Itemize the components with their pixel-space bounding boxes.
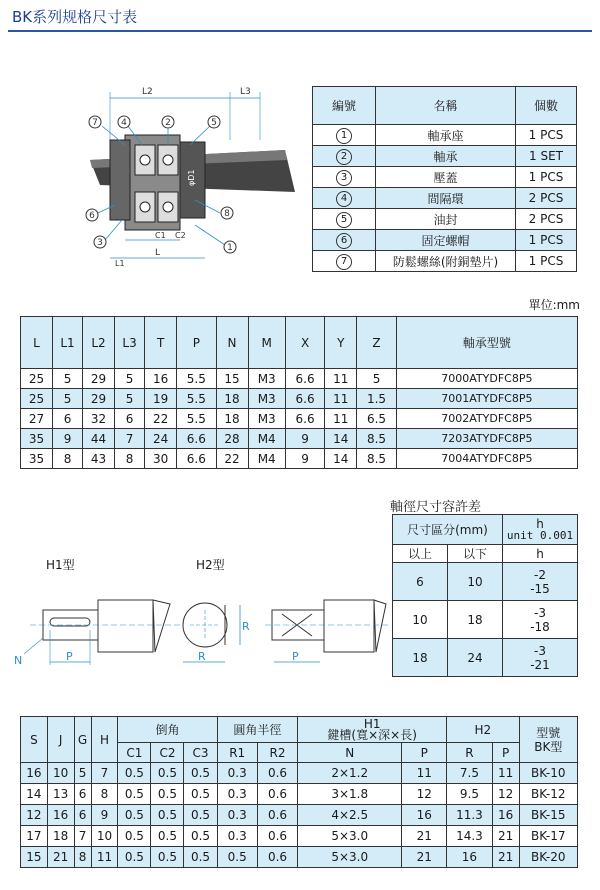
dim-cell: 29 [83,389,115,409]
dim-cell: 7203ATYDFC8P5 [396,429,577,449]
parts-qty: 1 PCS [516,125,577,146]
col-g: G [74,717,91,763]
h2-dim-r-bottom: R [198,650,206,663]
shaft-cell: 6 [74,784,91,805]
dim-cell: 22 [216,449,248,469]
h1-dim-p: P [66,650,73,663]
parts-name: 壓蓋 [376,167,516,188]
dim-cell: 6.6 [285,409,324,429]
shaft-cell: 16 [447,847,493,868]
dim-cell: M3 [248,369,285,389]
dim-header: 軸承型號 [396,317,577,369]
dim-cell: 8.5 [357,429,396,449]
dim-cell: 5.5 [177,369,216,389]
dim-cell: 7 [115,429,145,449]
h2-dim-r: R [242,620,250,633]
tol-above-val: 6 [393,563,448,601]
col-r2: R2 [257,743,297,763]
shaft-type-drawings [10,590,390,680]
shaft-row [21,763,578,784]
dim-header: X [285,317,324,369]
dim-cell: 14 [325,429,357,449]
parts-qty: 1 PCS [516,251,577,272]
shaft-cell: 11 [91,847,118,868]
parts-qty: 2 PCS [516,209,577,230]
parts-no [313,167,376,188]
shaft-cell: 0.5 [118,763,151,784]
shaft-cell: 18 [47,826,74,847]
shaft-cell: 16 [402,805,447,826]
dim-cell: 7000ATYDFC8P5 [396,369,577,389]
shaft-cell: 9.5 [447,784,493,805]
dim-cell: 1.5 [357,389,396,409]
parts-row [313,167,577,188]
tol-h-header [503,515,578,545]
dim-header: L [21,317,53,369]
col-model-bk: BK型 [534,739,563,754]
shaft-cell: 2×1.2 [298,763,402,784]
h1-dim-n: N [14,654,23,667]
parts-no [313,146,376,167]
shaft-row [21,826,578,847]
dim-cell: 11 [325,369,357,389]
parts-no [313,188,376,209]
col-r: R [447,743,493,763]
shaft-cell: 6 [74,805,91,826]
dim-row [21,429,578,449]
dim-cell: 9 [52,429,82,449]
tol-h-val [503,563,578,601]
dim-header: L3 [115,317,145,369]
shaft-cell: 5×3.0 [298,826,402,847]
parts-name: 軸承 [376,146,516,167]
shaft-cell: 0.5 [151,784,184,805]
dim-cell: M4 [248,449,285,469]
dim-cell: 6.6 [285,389,324,409]
tolerance-title: 軸徑尺寸容許差 [390,500,482,515]
dim-l3: L3 [240,87,251,97]
parts-no-badge: 5 [336,212,352,228]
shaft-cell: 16 [492,805,519,826]
dimension-table [20,316,578,469]
tol-upper: -3 [534,643,546,658]
parts-row [313,188,577,209]
shaft-cell: 0.5 [151,847,184,868]
tol-above-val: 18 [393,639,448,677]
tol-above-val: 10 [393,601,448,639]
parts-no [313,230,376,251]
col-h1-keyway [298,717,447,743]
shaft-cell: BK-20 [519,847,577,868]
col-h: H [91,717,118,763]
tol-row [393,601,578,639]
col-c2: C2 [151,743,184,763]
dim-cell: 6.6 [177,429,216,449]
dim-cell: M3 [248,409,285,429]
shaft-cell: 10 [91,826,118,847]
col-s: S [21,717,48,763]
callout-2: 2 [165,118,171,128]
parts-name: 固定螺帽 [376,230,516,251]
parts-qty: 2 PCS [516,188,577,209]
dim-header: M [248,317,285,369]
shaft-cell: 16 [21,763,48,784]
shaft-cell: 11 [402,763,447,784]
shaft-cell: 0.6 [257,826,297,847]
shaft-cell: 7 [91,763,118,784]
shaft-cell: 12 [21,805,48,826]
dim-cell: 8 [52,449,82,469]
parts-header-qty: 個數 [516,87,577,125]
parts-name: 防鬆螺絲(附銅墊片) [376,251,516,272]
col-p: P [402,743,447,763]
shaft-cell: BK-17 [519,826,577,847]
parts-no-badge: 6 [336,233,352,249]
callout-5: 5 [211,118,217,128]
dim-cell: 27 [21,409,53,429]
col-n: N [298,743,402,763]
dim-cell: 25 [21,389,53,409]
tol-lower: -18 [530,619,550,634]
tol-h-val [503,601,578,639]
parts-header-no: 編號 [313,87,376,125]
callout-1: 1 [227,243,233,253]
shaft-cell: 9 [91,805,118,826]
dim-cell: 5 [115,389,145,409]
shaft-cell: 7 [74,826,91,847]
dim-c1: C1 [155,231,166,240]
parts-no-badge: 1 [336,128,352,144]
tol-below-val: 18 [448,601,503,639]
shaft-cell: 11.3 [447,805,493,826]
shaft-cell: 8 [74,847,91,868]
shaft-cell: 5 [74,763,91,784]
shaft-cell: 21 [47,847,74,868]
shaft-cell: 0.5 [151,763,184,784]
dim-cell: 5 [357,369,396,389]
dim-row [21,389,578,409]
dim-cell: 19 [145,389,177,409]
col-model-label: 型號 [536,725,561,740]
shaft-cell: 3×1.8 [298,784,402,805]
dim-c2: C2 [175,231,186,240]
dim-cell: 18 [216,409,248,429]
tol-row [393,563,578,601]
shaft-row [21,847,578,868]
dim-row [21,369,578,389]
dim-row [21,449,578,469]
dim-cell: 24 [145,429,177,449]
h2-type-label: H2型 [196,558,225,572]
unit-label: 單位:mm [528,298,580,312]
parts-no [313,125,376,146]
callout-7: 7 [92,118,98,128]
tol-h-val [503,639,578,677]
dim-l1: L1 [115,259,125,268]
shaft-cell: 0.5 [118,847,151,868]
shaft-cell: 11 [492,763,519,784]
dim-cell: 32 [83,409,115,429]
tol-below-val: 24 [448,639,503,677]
dim-cell: 8 [115,449,145,469]
col-c1: C1 [118,743,151,763]
shaft-end-table [20,716,578,868]
parts-header-name: 名稱 [376,87,516,125]
tol-below-val: 10 [448,563,503,601]
tol-upper: -3 [534,605,546,620]
dim-cell: 11 [325,409,357,429]
bearing-assembly-diagram [80,80,305,270]
dim-cell: 16 [145,369,177,389]
dim-cell: 30 [145,449,177,469]
dim-cell: 43 [83,449,115,469]
callout-4: 4 [121,118,127,128]
dim-cell: 9 [285,429,324,449]
shaft-cell: 0.6 [257,805,297,826]
col-p2: P [492,743,519,763]
dim-header: N [216,317,248,369]
shaft-cell: 0.3 [217,805,257,826]
col-radius: 圓角半徑 [217,717,298,743]
shaft-cell: 0.5 [184,826,217,847]
col-j: J [47,717,74,763]
tol-upper: -2 [534,567,546,582]
parts-name: 軸承座 [376,125,516,146]
col-c3: C3 [184,743,217,763]
shaft-cell: 0.3 [217,763,257,784]
shaft-cell: 13 [47,784,74,805]
parts-no [313,251,376,272]
shaft-cell: 16 [47,805,74,826]
dim-cell: 14 [325,449,357,469]
dim-header: L2 [83,317,115,369]
page-title: BK系列规格尺寸表 [12,8,138,26]
dim-header: L1 [52,317,82,369]
shaft-cell: 0.6 [257,763,297,784]
shaft-row [21,784,578,805]
parts-no [313,209,376,230]
dim-cell: M4 [248,429,285,449]
dim-cell: 5.5 [177,389,216,409]
shaft-cell: 0.3 [217,784,257,805]
tol-below: 以下 [448,545,503,563]
tol-above: 以上 [393,545,448,563]
shaft-cell: 7.5 [447,763,493,784]
dim-cell: 6.5 [357,409,396,429]
shaft-cell: 4×2.5 [298,805,402,826]
shaft-cell: BK-10 [519,763,577,784]
dim-cell: 22 [145,409,177,429]
tol-lower: -15 [530,581,550,596]
shaft-cell: 0.5 [118,826,151,847]
dim-cell: 18 [216,389,248,409]
dim-cell: 8.5 [357,449,396,469]
dim-cell: 7001ATYDFC8P5 [396,389,577,409]
shaft-cell: 15 [21,847,48,868]
shaft-cell: 21 [402,826,447,847]
callout-6: 6 [89,211,95,221]
shaft-cell: BK-15 [519,805,577,826]
dim-cell: 7002ATYDFC8P5 [396,409,577,429]
parts-row [313,209,577,230]
dim-cell: 28 [216,429,248,449]
dim-cell: 7004ATYDFC8P5 [396,449,577,469]
dim-l: L [155,248,161,258]
shaft-cell: 0.5 [184,784,217,805]
shaft-cell: 17 [21,826,48,847]
shaft-cell: 0.5 [118,805,151,826]
dim-cell: 29 [83,369,115,389]
dim-cell: 5 [115,369,145,389]
col-h1: H1 [363,716,381,731]
shaft-cell: 21 [492,826,519,847]
tol-unit: unit 0.001 [506,528,574,542]
shaft-cell: 0.5 [151,826,184,847]
shaft-cell: 0.6 [257,784,297,805]
tol-range-header: 尺寸區分(mm) [393,515,503,545]
shaft-cell: 21 [402,847,447,868]
parts-name: 間隔環 [376,188,516,209]
parts-qty: 1 PCS [516,230,577,251]
h1-type-label: H1型 [46,558,75,572]
shaft-row [21,805,578,826]
parts-row [313,146,577,167]
title-divider [8,30,592,32]
dim-l2: L2 [142,87,153,97]
tol-h-symbol: h [536,516,544,531]
parts-row [313,230,577,251]
shaft-cell: 0.5 [151,805,184,826]
tol-h: h [503,545,578,563]
dim-cell: 6.6 [285,369,324,389]
shaft-cell: 0.5 [217,847,257,868]
dim-cell: 35 [21,429,53,449]
callout-8: 8 [224,209,230,219]
shaft-cell: 0.3 [217,826,257,847]
dim-cell: 6 [115,409,145,429]
parts-no-badge: 3 [336,170,352,186]
dim-row [21,409,578,429]
col-model [519,717,577,763]
col-r1: R1 [217,743,257,763]
tol-lower: -21 [530,657,550,672]
shaft-cell: 5×3.0 [298,847,402,868]
dim-cell: 5.5 [177,409,216,429]
shaft-cell: 0.5 [184,763,217,784]
shaft-cell: 14.3 [447,826,493,847]
col-chamfer: 倒角 [118,717,217,743]
shaft-cell: 0.5 [184,805,217,826]
tol-row [393,639,578,677]
dim-cell: 9 [285,449,324,469]
parts-no-badge: 4 [336,191,352,207]
h2-dim-p: P [292,650,299,663]
tolerance-table [392,514,578,677]
dim-cell: 15 [216,369,248,389]
shaft-cell: 12 [402,784,447,805]
col-h2: H2 [447,717,519,743]
dim-cell: M3 [248,389,285,409]
dim-header: Y [325,317,357,369]
parts-row [313,251,577,272]
dim-cell: 44 [83,429,115,449]
shaft-cell: 8 [91,784,118,805]
dim-header: Z [357,317,396,369]
shaft-cell: 12 [492,784,519,805]
dim-cell: 35 [21,449,53,469]
dim-header: P [177,317,216,369]
dim-cell: 6 [52,409,82,429]
dim-cell: 6.6 [177,449,216,469]
parts-row [313,125,577,146]
parts-name: 油封 [376,209,516,230]
shaft-cell: 0.6 [257,847,297,868]
parts-table [312,86,577,272]
col-keyway: 鍵槽(寬×深×長) [327,727,417,742]
shaft-cell: 0.5 [184,847,217,868]
shaft-cell: 0.5 [118,784,151,805]
dim-cell: 25 [21,369,53,389]
parts-qty: 1 SET [516,146,577,167]
callout-3: 3 [97,238,103,248]
shaft-cell: 10 [47,763,74,784]
shaft-cell: 21 [492,847,519,868]
parts-qty: 1 PCS [516,167,577,188]
dim-cell: 5 [52,389,82,409]
dim-cell: 5 [52,369,82,389]
dim-cell: 11 [325,389,357,409]
dim-header: T [145,317,177,369]
shaft-cell: 14 [21,784,48,805]
parts-no-badge: 7 [336,254,352,270]
parts-no-badge: 2 [336,149,352,165]
shaft-cell: BK-12 [519,784,577,805]
dim-d1: φD1 [187,169,196,186]
